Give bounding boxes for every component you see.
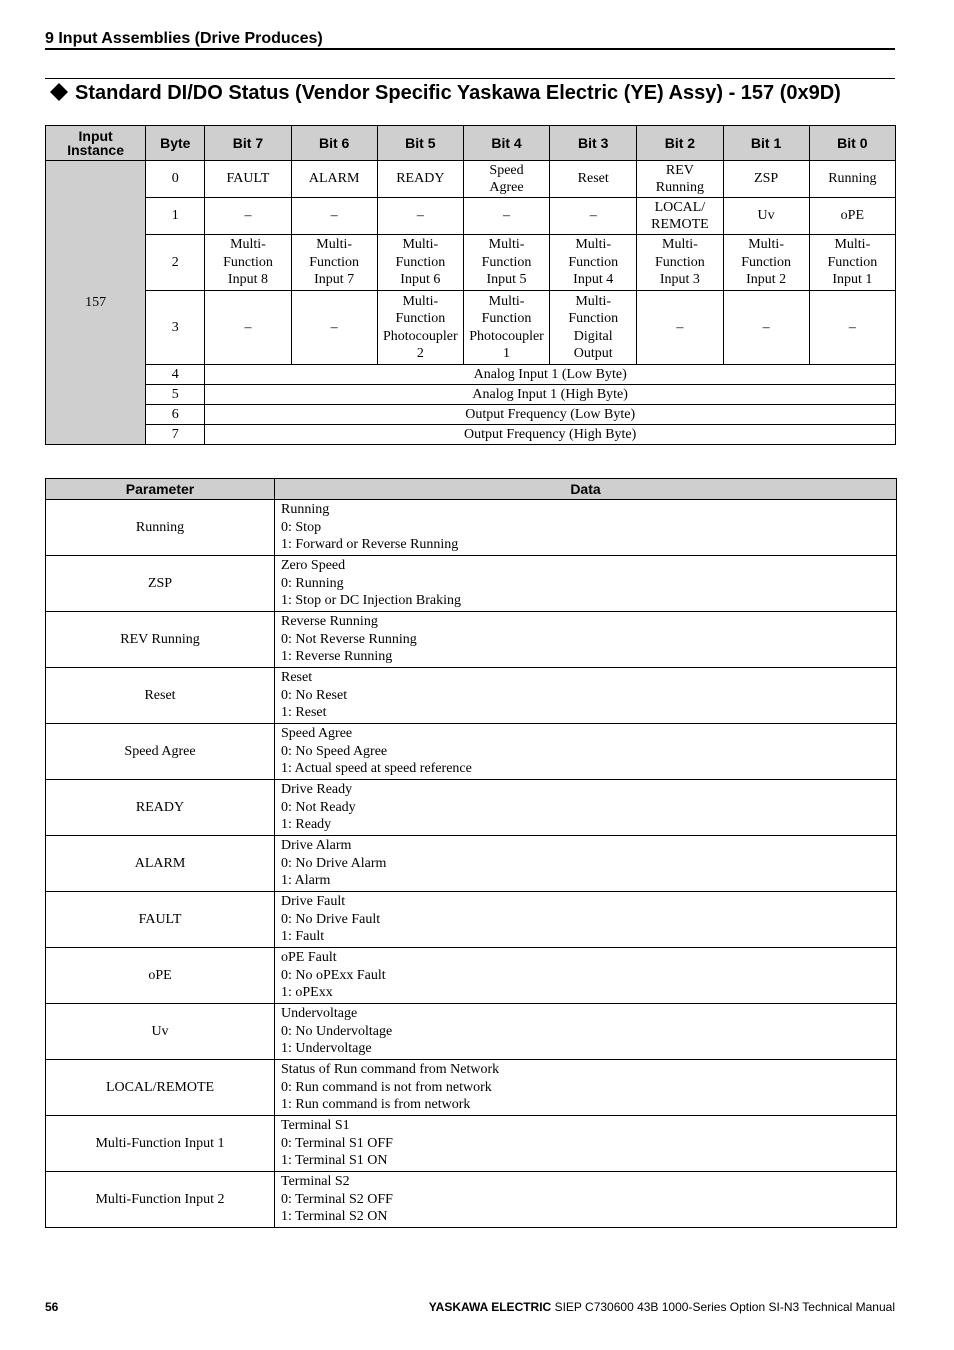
bit-cell-line: Function <box>395 311 446 326</box>
parameter-data-line: 1: Terminal S2 ON <box>281 1209 388 1225</box>
bit-cell-line: Function <box>655 254 705 270</box>
bit-cell-line: – <box>330 208 338 224</box>
parameter-data-line: 1: Run command is from network <box>281 1097 471 1113</box>
parameter-data-cell <box>275 724 897 780</box>
parameter-data-line: 1: Reverse Running <box>281 649 393 665</box>
bit-table-header-cell: Bit 0 <box>809 126 895 161</box>
bit-table-span-row <box>46 365 896 385</box>
footer-doc-title: SIEP C730600 43B 1000-Series Option SI-N3 Technical Manual <box>551 1300 895 1314</box>
parameter-data-line: 1: Ready <box>281 817 332 833</box>
bit-cell-line: Function <box>395 254 446 270</box>
bit-table-span-row <box>46 425 896 445</box>
bit-table-header-cell-line: Input <box>78 128 113 144</box>
bit-table-row <box>46 198 896 235</box>
input-instance-cell: 157 <box>46 161 146 445</box>
bit-cell-line: – <box>762 319 770 335</box>
parameter-data-line: 1: Alarm <box>281 873 331 889</box>
bit-cell-line: Multi- <box>748 237 784 253</box>
bit-cell-line: Uv <box>757 208 775 224</box>
bit-cell-line: Function <box>568 311 619 326</box>
bit-cell <box>377 235 463 291</box>
parameter-name-cell: Speed Agree <box>46 724 275 780</box>
bit-cell <box>205 291 291 365</box>
bit-cell-line: – <box>244 319 252 335</box>
bit-cell <box>291 291 377 365</box>
byte-cell: 2 <box>146 235 205 291</box>
parameter-data-cell <box>275 1060 897 1116</box>
parameter-data-line: Zero Speed <box>281 557 346 573</box>
parameter-data-line: Reverse Running <box>281 613 378 629</box>
byte-cell: 6 <box>146 405 205 425</box>
parameter-data-line: Reset <box>281 669 313 685</box>
bit-cell-line: Function <box>827 254 878 270</box>
bit-cell <box>205 161 291 198</box>
parameter-data-line: Drive Alarm <box>281 837 352 853</box>
bit-cell <box>550 291 637 365</box>
bit-cell <box>463 198 549 235</box>
bit-cell-line: Speed <box>489 162 524 178</box>
parameter-data-line: Drive Fault <box>281 893 346 909</box>
parameter-data-line: Drive Ready <box>281 781 353 797</box>
parameter-data-line: 1: oPExx <box>281 985 333 1001</box>
footer-text <box>429 1300 895 1314</box>
param-table-header-row <box>46 479 897 500</box>
bit-cell <box>723 291 809 365</box>
bit-cell <box>550 161 637 198</box>
bit-cell <box>809 291 895 365</box>
bit-cell-line: – <box>416 208 424 224</box>
span-cell: Output Frequency (High Byte) <box>205 425 896 445</box>
bit-cell-line: – <box>330 319 338 335</box>
bit-table-header-cell: Byte <box>146 126 205 161</box>
bit-cell-line: – <box>244 208 252 224</box>
bit-cell <box>809 161 895 198</box>
subsection-rule <box>45 78 895 79</box>
param-table-row <box>46 556 897 612</box>
bit-cell-line: ALARM <box>308 171 360 187</box>
bit-table-row <box>46 291 896 365</box>
parameter-data-cell <box>275 668 897 724</box>
param-table-row <box>46 780 897 836</box>
bit-cell <box>637 291 723 365</box>
parameter-data-line: 0: No oPExx Fault <box>281 967 386 983</box>
parameter-data-cell <box>275 612 897 668</box>
parameter-data-line: 1: Actual speed at speed reference <box>281 761 472 777</box>
parameter-data-line: Running <box>281 501 330 517</box>
bit-table-header-row <box>46 126 896 161</box>
bit-cell <box>637 161 723 198</box>
span-cell: Output Frequency (Low Byte) <box>205 405 896 425</box>
parameter-data-line: Status of Run command from Network <box>281 1061 500 1077</box>
bit-cell-line: Output <box>573 346 613 361</box>
parameter-data-line: 0: Run command is not from network <box>281 1079 492 1095</box>
bit-table-header-cell: Bit 1 <box>723 126 809 161</box>
bit-cell <box>809 198 895 235</box>
bit-cell <box>463 235 549 291</box>
parameter-data-cell <box>275 780 897 836</box>
span-cell: Analog Input 1 (Low Byte) <box>205 365 896 385</box>
bit-cell-line: Running <box>655 180 705 195</box>
bit-table-header-cell-line: Instance <box>67 142 125 158</box>
footer-brand: YASKAWA ELECTRIC <box>428 1300 552 1314</box>
parameter-data-line: 0: Terminal S2 OFF <box>281 1191 393 1207</box>
parameter-data-line: 1: Reset <box>281 705 327 721</box>
bit-cell-line: oPE <box>840 208 865 224</box>
parameter-data-line: 0: No Undervoltage <box>281 1023 393 1039</box>
param-table-header-cell: Data <box>275 479 897 500</box>
parameter-data-line: 1: Terminal S1 ON <box>281 1153 388 1169</box>
parameter-table <box>45 478 897 1228</box>
param-table-row <box>46 724 897 780</box>
parameter-data-line: Speed Agree <box>281 725 353 741</box>
bit-cell-line: LOCAL/ <box>654 199 706 215</box>
bit-cell <box>205 235 291 291</box>
parameter-data-line: 1: Forward or Reverse Running <box>281 537 459 553</box>
parameter-data-line: 0: No Speed Agree <box>281 743 388 759</box>
bit-cell-line: Input 2 <box>746 272 787 288</box>
param-table-row <box>46 668 897 724</box>
bit-cell-line: Function <box>481 311 532 326</box>
bit-cell <box>377 161 463 198</box>
parameter-data-line: 0: No Reset <box>281 687 348 703</box>
bit-cell-line: Input 5 <box>486 272 527 288</box>
bit-cell-line: Reset <box>577 171 609 187</box>
parameter-data-cell <box>275 836 897 892</box>
bit-cell-line: Multi- <box>402 293 439 309</box>
param-table-row <box>46 836 897 892</box>
bit-cell-line: Multi- <box>230 237 266 253</box>
parameter-data-line: 1: Fault <box>281 929 325 945</box>
section-rule <box>45 48 895 50</box>
parameter-data-line: Terminal S1 <box>281 1117 350 1133</box>
bit-cell <box>291 235 377 291</box>
bit-cell-line: Input 8 <box>227 272 268 288</box>
byte-cell: 4 <box>146 365 205 385</box>
param-table-row <box>46 1116 897 1172</box>
bit-cell-line: – <box>848 319 856 335</box>
param-table-row <box>46 948 897 1004</box>
bit-cell-line: REV <box>665 162 694 178</box>
parameter-data-line: Undervoltage <box>281 1005 358 1021</box>
bit-assignment-table <box>45 125 896 445</box>
bit-cell-line: REMOTE <box>651 217 709 232</box>
parameter-data-line: 0: No Drive Alarm <box>281 855 387 871</box>
bit-cell-line: – <box>676 319 684 335</box>
bit-cell-line: Multi- <box>662 237 698 253</box>
param-table-row <box>46 612 897 668</box>
parameter-name-cell: READY <box>46 780 275 836</box>
bit-cell-line: FAULT <box>226 171 270 187</box>
bit-cell-line: Photocoupler <box>469 328 544 344</box>
bit-cell-line: Multi- <box>316 237 353 253</box>
byte-cell: 5 <box>146 385 205 405</box>
parameter-name-cell: Running <box>46 500 275 556</box>
bit-cell-line: 1 <box>503 346 511 361</box>
parameter-data-line: oPE Fault <box>281 949 337 965</box>
bit-cell <box>637 235 723 291</box>
param-table-row <box>46 1172 897 1228</box>
parameter-data-line: 0: Not Ready <box>281 799 356 815</box>
bit-cell-line: Multi- <box>834 237 871 253</box>
page-title-text: Standard DI/DO Status (Vendor Specific Yaskawa Electric (YE) Assy) - 157 (0x9D) <box>75 82 841 104</box>
bit-table-header-cell: Bit 5 <box>377 126 463 161</box>
bit-cell-line: Photocoupler <box>383 328 458 344</box>
bit-cell-line: Input 4 <box>573 272 614 288</box>
parameter-data-cell <box>275 1116 897 1172</box>
parameter-data-line: 0: Stop <box>281 519 322 535</box>
bit-cell <box>723 161 809 198</box>
byte-cell: 0 <box>146 161 205 198</box>
bit-table-header-cell: Bit 3 <box>550 126 637 161</box>
bit-cell-line: Function <box>741 254 791 270</box>
param-table-row <box>46 892 897 948</box>
parameter-name-cell: Multi-Function Input 2 <box>46 1172 275 1228</box>
parameter-data-cell <box>275 556 897 612</box>
bit-table-header-cell: Bit 2 <box>637 126 723 161</box>
bit-cell-line: Multi- <box>402 237 439 253</box>
parameter-name-cell: Multi-Function Input 1 <box>46 1116 275 1172</box>
param-table-row <box>46 1004 897 1060</box>
diamond-bullet-icon <box>50 80 70 106</box>
bit-cell <box>723 235 809 291</box>
bit-cell-line: Function <box>568 254 619 270</box>
bit-table-row <box>46 235 896 291</box>
byte-cell: 7 <box>146 425 205 445</box>
span-cell: Analog Input 1 (High Byte) <box>205 385 896 405</box>
parameter-data-cell <box>275 948 897 1004</box>
bit-table-header-cell: Bit 7 <box>205 126 291 161</box>
bit-table-row <box>46 161 896 198</box>
bit-cell <box>550 235 637 291</box>
bit-cell <box>463 161 549 198</box>
param-table-header-cell: Parameter <box>46 479 275 500</box>
parameter-data-line: 0: Terminal S1 OFF <box>281 1135 393 1151</box>
bit-cell-line: Multi- <box>575 293 612 309</box>
bit-cell <box>637 198 723 235</box>
bit-cell <box>463 291 549 365</box>
page-title <box>50 80 900 106</box>
parameter-name-cell: REV Running <box>46 612 275 668</box>
parameter-data-line: 0: Not Reverse Running <box>281 631 417 647</box>
bit-cell <box>809 235 895 291</box>
parameter-name-cell: Reset <box>46 668 275 724</box>
bit-cell <box>291 161 377 198</box>
parameter-data-cell <box>275 500 897 556</box>
parameter-data-line: 0: Running <box>281 575 344 591</box>
parameter-name-cell: oPE <box>46 948 275 1004</box>
bit-table-span-row <box>46 385 896 405</box>
section-header: 9 Input Assemblies (Drive Produces) <box>45 30 323 47</box>
bit-cell-line: – <box>503 208 511 224</box>
bit-table-header-cell: Bit 4 <box>463 126 549 161</box>
param-table-row <box>46 1060 897 1116</box>
bit-cell-line: Function <box>481 254 532 270</box>
bit-cell-line: Multi- <box>575 237 612 253</box>
bit-cell-line: Multi- <box>488 293 525 309</box>
bit-cell <box>377 198 463 235</box>
byte-cell: 1 <box>146 198 205 235</box>
param-table-row <box>46 500 897 556</box>
bit-cell-line: Input 3 <box>659 272 700 288</box>
bit-cell-line: READY <box>396 171 445 187</box>
parameter-data-line: 1: Undervoltage <box>281 1041 372 1057</box>
byte-cell: 3 <box>146 291 205 365</box>
parameter-data-line: Terminal S2 <box>281 1173 350 1189</box>
bit-cell-line: Digital <box>573 328 613 344</box>
bit-cell-line: Multi- <box>488 237 525 253</box>
parameter-name-cell: LOCAL/REMOTE <box>46 1060 275 1116</box>
parameter-data-cell <box>275 1004 897 1060</box>
bit-cell-line: – <box>589 208 597 224</box>
parameter-data-cell <box>275 892 897 948</box>
bit-cell-line: Function <box>223 254 273 270</box>
bit-cell-line: Input 7 <box>314 272 355 288</box>
parameter-data-line: 1: Stop or DC Injection Braking <box>281 593 462 609</box>
parameter-data-line: 0: No Drive Fault <box>281 911 381 927</box>
bit-cell <box>377 291 463 365</box>
parameter-name-cell: ALARM <box>46 836 275 892</box>
parameter-name-cell: FAULT <box>46 892 275 948</box>
bit-cell <box>291 198 377 235</box>
page-number: 56 <box>45 1300 59 1314</box>
bit-cell <box>205 198 291 235</box>
bit-cell-line: ZSP <box>754 171 779 187</box>
bit-cell-line: Running <box>828 171 877 187</box>
bit-cell-line: Input 1 <box>832 272 873 288</box>
bit-cell-line: Function <box>309 254 360 270</box>
parameter-name-cell: Uv <box>46 1004 275 1060</box>
bit-table-header-cell: Bit 6 <box>291 126 377 161</box>
bit-cell-line: 2 <box>416 346 424 361</box>
bit-table-header-cell <box>46 126 146 161</box>
bit-cell-line: Agree <box>489 180 524 195</box>
bit-cell <box>550 198 637 235</box>
parameter-data-cell <box>275 1172 897 1228</box>
bit-cell-line: Input 6 <box>400 272 441 288</box>
parameter-name-cell: ZSP <box>46 556 275 612</box>
bit-table-span-row <box>46 405 896 425</box>
bit-cell <box>723 198 809 235</box>
